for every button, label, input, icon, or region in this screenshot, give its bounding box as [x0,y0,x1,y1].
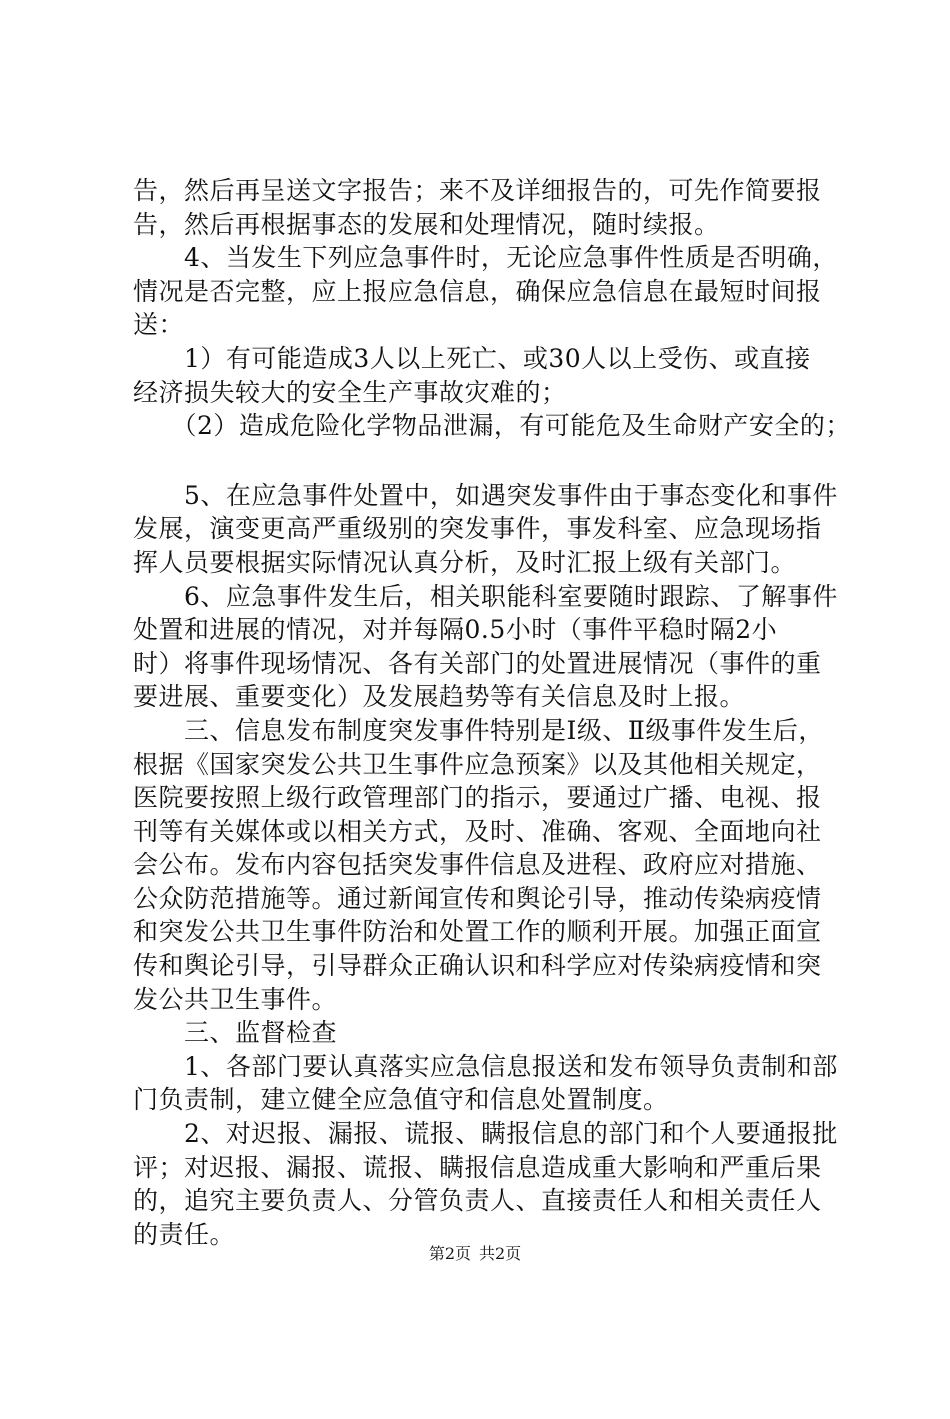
text-line: 处置和进展的情况，对并每隔0.5小时（事件平稳时隔2小 [133,615,778,645]
text-line: 刊等有关媒体或以相关方式，及时、准确、客观、全面地向社 [133,816,822,846]
text-line: 时）将事件现场情况、各有关部门的处置进展情况（事件的重 [133,648,822,678]
text-line: 三、监督检查 [133,1018,338,1048]
paragraph-gap [133,443,833,479]
text-line: 2、对迟报、漏报、谎报、瞒报信息的部门和个人要通报批 [133,1119,838,1149]
text-line: 挥人员要根据实际情况认真分析，及时汇报上级有关部门。 [133,547,797,577]
text-line: 门负责制，建立健全应急值守和信息处置制度。 [133,1085,669,1115]
text-line: 评；对迟报、漏报、谎报、瞒报信息造成重大影响和严重后果 [133,1152,822,1182]
text-line: 会公布。发布内容包括突发事件信息及进程、政府应对措施、 [133,850,822,880]
text-line: 告，然后再呈送文字报告；来不及详细报告的，可先作简要报 [133,176,822,205]
text-line: 1）有可能造成3人以上死亡、或30人以上受伤、或直接 [133,343,811,373]
page-number: 第2页 [428,1244,471,1263]
text-line: 4、当发生下列应急事件时，无论应急事件性质是否明确， [133,243,838,273]
text-line: 的，追究主要负责人、分管负责人、直接责任人和相关责任人 [133,1186,822,1216]
text-line: 传和舆论引导，引导群众正确认识和科学应对传染病疫情和突 [133,951,822,981]
text-line: 要进展、重要变化）及发展趋势等有关信息及时上报。 [133,682,746,712]
text-line [133,1386,833,1419]
text-line: 发公共卫生事件。 [133,984,338,1014]
text-line: 告，然后再根据事态的发展和处理情况，随时续报。 [133,209,720,239]
text-line [133,1352,833,1386]
page-footer [0,1244,950,1264]
text-line: 送： [133,310,185,340]
text-line: 1、各部门要认真落实应急信息报送和发布领导负责制和部 [133,1051,838,1081]
text-line [133,1285,833,1319]
text-line: 发展，演变更高严重级别的突发事件，事发科室、应急现场指 [133,514,822,544]
text-line: （2）造成危险化学物品泄漏，有可能危及生命财产安全的； [133,411,851,441]
text-line: 5、在应急事件处置中，如遇突发事件由于事态变化和事件 [133,480,838,510]
page-total: 共2页 [479,1244,522,1263]
text-line: 的责任。 [133,1219,236,1249]
text-line: 公众防范措施等。通过新闻宣传和舆论引导，推动传染病疫情 [133,883,822,913]
text-line: 三、信息发布制度突发事件特别是Ⅰ级、Ⅱ级事件发生后， [133,715,824,745]
text-line: 经济损失较大的安全生产事故灾难的； [133,377,567,407]
text-line [133,1319,833,1353]
text-line: 情况是否完整，应上报应急信息，确保应急信息在最短时间报 [133,276,822,306]
text-line: 医院要按照上级行政管理部门的指示，要通过广播、电视、报 [133,783,822,813]
document-body [133,174,851,1419]
text-line: 根据《国家突发公共卫生事件应急预案》以及其他相关规定， [133,749,822,779]
text-line: 和突发公共卫生事件防治和处置工作的顺利开展。加强正面宣 [133,917,822,947]
text-line: 6、应急事件发生后，相关职能科室要随时跟踪、了解事件 [133,581,838,611]
